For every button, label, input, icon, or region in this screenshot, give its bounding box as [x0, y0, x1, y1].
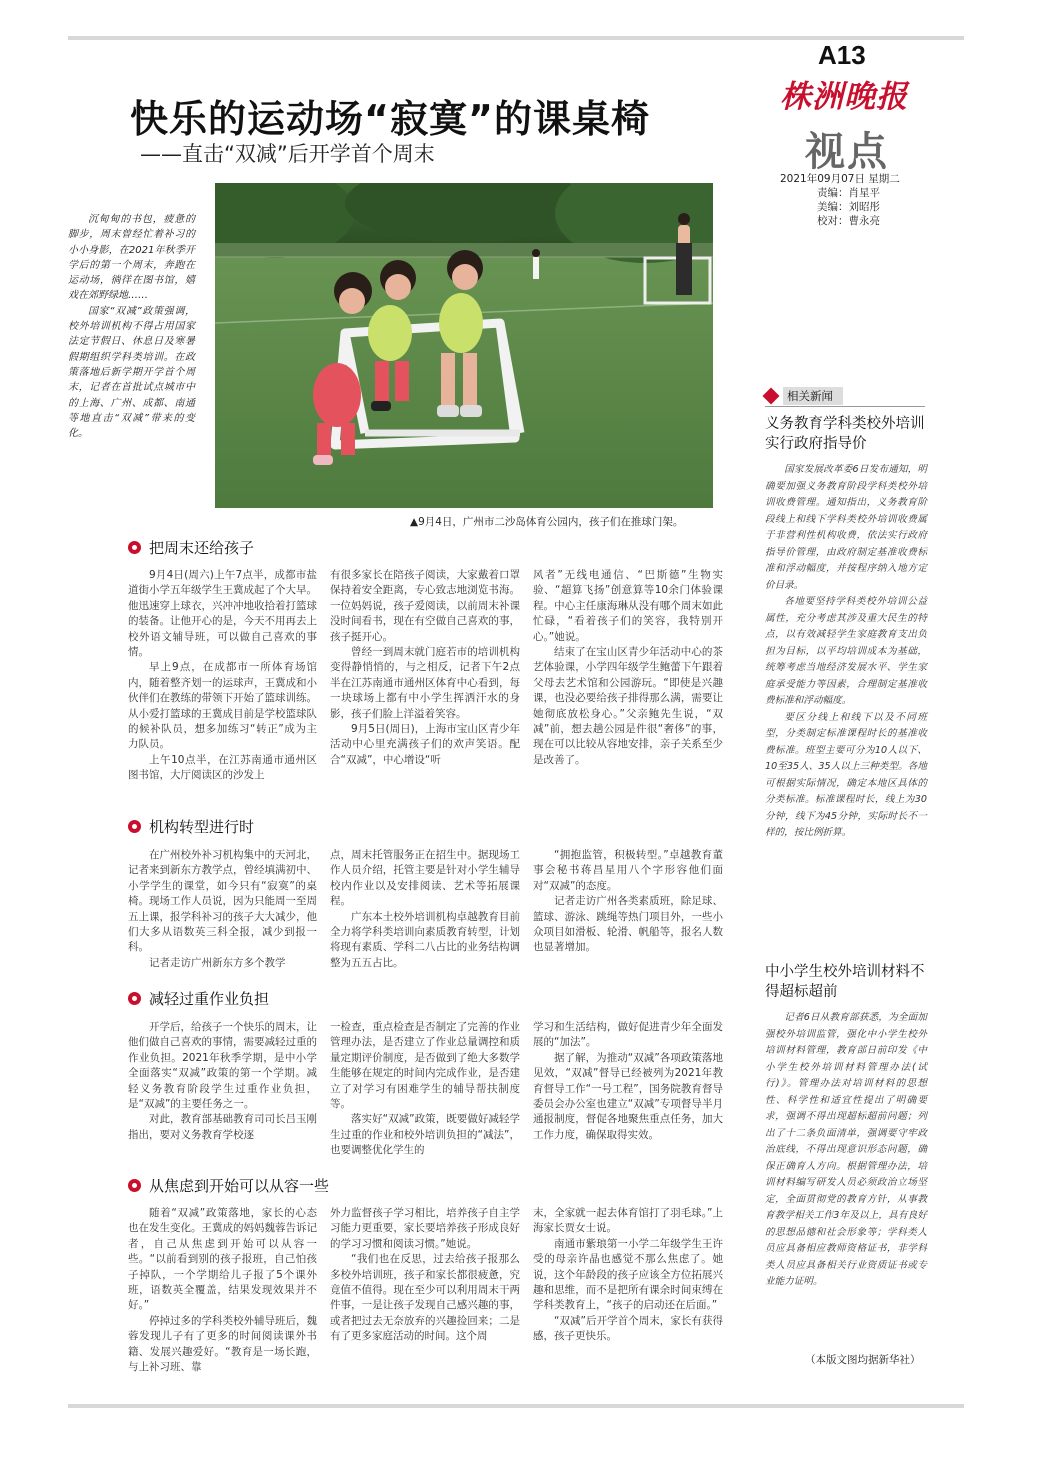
paragraph: 要区分线上和线下以及不同班型，分类制定标准课程时长的基准收费标准。班型主要可分为10人以下、10至35人、35人以上三种类型。各地可根据实际情况，确定本地区具体的分类标准。标准课程时长，线上为30分钟，线下为45分钟，实际时长不一样的，按比例折算。	[765, 711, 927, 838]
section-heading	[128, 816, 254, 836]
kids-pushing-goal-illustration	[215, 183, 713, 508]
diamond-icon	[763, 388, 780, 405]
masthead-logo: 株洲晚报	[780, 79, 908, 115]
paragraph: 结束了在宝山区青少年活动中心的茶艺体验课，小学四年级学生鲍蕾下午跟着父母去艺术馆和公园游玩。“即使是兴趣课，也没必要给孩子排得那么满，需要让她彻底放松身心。”父亲鲍先生说，“双减”前，想去趟公园是件很“奢侈”的事，现在可以比较从容地安排，亲子关系至少是改善了。	[533, 646, 723, 766]
bullet-icon	[128, 541, 141, 554]
paragraph: 风者”无线电通信、“巴斯德”生物实验、“超算飞扬”创意算等10余门体验课程。中心主任康海琳从没有哪个周末如此忙碌，“看着孩子们的笑容，我特别开心。”她说。	[533, 569, 723, 643]
section-title: 减轻过重作业负担	[149, 989, 270, 1008]
page-number: A13	[818, 40, 866, 70]
paragraph: 外力监督孩子学习相比，培养孩子自主学习能力更重要，家长要培养孩子形成良好的学习习惯和阅读习惯。”她说。	[330, 1207, 520, 1250]
section-name: 视点	[805, 128, 889, 175]
editor: 责编：肖星平	[817, 187, 880, 199]
paragraph: 在广州校外补习机构集中的天河北，记者来到新东方教学点，曾经填满初中、小学学生的课堂，如今只有“寂寞”的桌椅。现场工作人员说，因为只能周一至周五上课，报学科补习的孩子大大减少，他们大多从语数英三科全报，减少到报一科。	[128, 849, 317, 954]
text-column	[128, 1020, 317, 1143]
paragraph: 上午10点半，在江苏南通市通州区图书馆，大厅阅读区的沙发上	[128, 753, 317, 782]
text-column	[128, 1206, 317, 1375]
paragraph: 记者走访广州各类素质班，除足球、篮球、游泳、跳绳等热门项目外，一些小众项目如滑板、轮滑、帆船等，报名人数也显著增加。	[533, 895, 723, 954]
paragraph: 对此，教育部基础教育司司长吕玉刚指出，要对义务教育学校逐	[128, 1113, 317, 1141]
paragraph: 广东本土校外培训机构卓越教育目前全力将学科类培训向素质教育转型，计划将现有素质、学科二八占比的业务结构调整为五五占比。	[330, 910, 520, 969]
paragraph: 9月4日(周六)上午7点半，成都市盐道街小学五年级学生王冀成起了个大早。他迅速穿上球衣，兴冲冲地收拾着打篮球的装备。让他开心的是，今天不用再去上校外语文辅导班，可以做自己喜欢的事情。	[128, 569, 317, 659]
lede	[68, 212, 195, 441]
designer: 美编：刘昭彤	[817, 201, 880, 213]
paragraph: 落实好“双减”政策，既要做好减轻学生过重的作业和校外培训负担的“减法”，也要调整优化学生的	[330, 1113, 520, 1157]
paragraph: 开学后，给孩子一个快乐的周末，让他们做自己喜欢的事情，需要减轻过重的作业负担。2021年秋季学期，是中小学全面落实“双减”政策的第一个学期。减轻义务教育阶段学生过重作业负担，是“双减”的主要任务之一。	[128, 1021, 317, 1111]
photo-caption: ▲9月4日，广州市二沙岛体育公园内，孩子们在推球门架。	[410, 516, 684, 528]
photo-credit: （本版文图均据新华社）	[805, 1354, 921, 1366]
paragraph: 有很多家长在陪孩子阅读，大家戴着口罩保持着安全距离，专心致志地浏览书海。一位妈妈说，孩子爱阅读，以前周末补课没时间看书，现在有空做自己喜欢的事，孩子挺开心。	[330, 569, 520, 643]
text-column	[533, 1206, 723, 1345]
paragraph: 9月5日(周日)，上海市宝山区青少年活动中心里充满孩子们的欢声笑语。配合“双减”，中心增设“听	[330, 723, 520, 766]
paragraph: 记者6日从教育部获悉，为全面加强校外培训监管，强化中小学生校外培训材料管理，教育部日前印发《中小学生校外培训材料管理办法(试行)》。管理办法对培训材料的思想性、科学性和适宜性提出了明确要求，强调不得出现超标超前问题；列出了十二条负面清单，强调要守牢政治底线，不得出现意识形态问题，确保正确育人方向。根据管理办法，培训材料编写研发人员必须政治立场坚定，全面贯彻党的教育方针，从事教育教学相关工作3年及以上，具有良好的思想品德和社会形象等；学科类人员应具备相应教师资格证书，非学科类人员应具备相关行业资质证书或专业能力证明。	[765, 1012, 927, 1287]
paragraph: 学习和生活结构，做好促进青少年全面发展的“加法”。	[533, 1021, 723, 1049]
section-title: 把周末还给孩子	[149, 538, 255, 557]
related-news-label: 相关新闻	[783, 387, 843, 405]
subheadline: ——直击“双减”后开学首个周末	[140, 142, 435, 166]
section-heading	[128, 1175, 329, 1195]
headline: 快乐的运动场“寂寞”的课桌椅	[130, 97, 650, 141]
paragraph: 停掉过多的学科类校外辅导班后，魏蓉发现儿子有了更多的时间阅读课外书籍、发展兴趣爱好。“教育是一场长跑，与上补习班、靠	[128, 1314, 317, 1374]
sidebar-item-body	[765, 1010, 927, 1291]
paragraph: 早上9点，在成都市一所体育场馆内，随着整齐划一的运球声，王冀成和小伙伴们在教练的带领下开始了篮球训练。从小爱打篮球的王冀成目前是学校篮球队的候补队员，想多加练习“转正”成为主力队员。	[128, 661, 317, 751]
paragraph: 南通市紫琅第一小学二年级学生王许受的母亲许晶也感觉不那么焦虑了。她说，这个年龄段的孩子应该全方位拓展兴趣和思维，而不是把所有课余时间束缚在学科类教育上，“孩子的启动还在后面。”	[533, 1237, 723, 1312]
text-column	[128, 848, 317, 971]
section-heading	[128, 988, 269, 1008]
text-column	[330, 848, 520, 971]
issue-meta	[780, 172, 930, 228]
bullet-icon	[128, 820, 141, 833]
text-column	[330, 568, 520, 768]
bullet-icon	[128, 1179, 141, 1192]
paragraph: 曾经一到周末就门庭若市的培训机构变得静悄悄的，与之相反，记者下午2点半在江苏南通市通州区体育中心看到，每一块球场上都有中小学生挥洒汗水的身影，孩子们脸上洋溢着笑容。	[330, 646, 520, 720]
section-heading	[128, 537, 254, 557]
paragraph: 一检查，重点检查是否制定了完善的作业管理办法，是否建立了作业总量调控和质量定期评价制度，是否做到了绝大多数学生能够在规定的时间内完成作业，是否建立了对学习有困难学生的辅导帮扶制度等。	[330, 1021, 520, 1111]
section-title: 从焦虑到开始可以从容一些	[149, 1176, 330, 1195]
paragraph: “拥抱监管，积极转型。”卓越教育董事会秘书蒋昌星用八个字形容他们面对“双减”的态度。	[533, 849, 723, 892]
lede-paragraph: 沉甸甸的书包，疲惫的脚步，周末曾经忙着补习的小小身影，在2021年秋季开学后的第一个周末，奔跑在运动场，徜徉在图书馆，嬉戏在郊野绿地……	[68, 214, 195, 302]
news-photo	[215, 183, 713, 508]
paragraph: “双减”后开学首个周末，家长有获得感，孩子更快乐。	[533, 1314, 723, 1343]
sidebar-divider	[765, 406, 925, 407]
sidebar-item-title: 义务教育学科类校外培训实行政府指导价	[765, 416, 925, 452]
text-column	[330, 1020, 520, 1159]
text-column	[533, 848, 723, 956]
issue-date: 2021年09月07日 星期二	[780, 173, 900, 185]
bullet-icon	[128, 992, 141, 1005]
text-column	[128, 568, 317, 784]
paragraph: 末，全家就一起去体育馆打了羽毛球。”上海家长贾女士说。	[533, 1207, 723, 1235]
related-news-tag	[765, 387, 843, 405]
paragraph: 记者走访广州新东方多个教学	[149, 956, 286, 969]
section-title: 机构转型进行时	[149, 817, 255, 836]
paragraph: 随着“双减”政策落地，家长的心态也在发生变化。王冀成的妈妈魏蓉告诉记者，自己从焦虑到开始可以从容一些。“以前看到别的孩子报班，自己怕孩子掉队，一个学期给儿子报了5个课外班，语数英全覆盖，结果发现效果并不好。”	[128, 1207, 317, 1312]
paragraph: 据了解，为推动“双减”各项政策落地见效，“双减”督导已经被列为2021年教育督导工作“一号工程”，国务院教育督导委员会办公室也建立“双减”专项督导半月通报制度，督促各地聚焦重点任务，加大工作力度，确保取得实效。	[533, 1051, 723, 1141]
text-column	[533, 568, 723, 768]
paragraph: 各地要坚持学科类校外培训公益属性，充分考虑其涉及重大民生的特点，以有效减轻学生家庭教育支出负担为目标，以平均培训成本为基础，统筹考虑当地经济发展水平、学生家庭承受能力等因素，合理制定基准收费标准和浮动幅度。	[765, 596, 927, 706]
paragraph: 点，周末托管服务正在招生中。据现场工作人员介绍，托管主要是针对小学生辅导校内作业以及安排阅读、艺术等拓展课程。	[330, 849, 520, 908]
text-column	[533, 1020, 723, 1143]
sidebar-item-body	[765, 462, 927, 842]
sidebar-item-title: 中小学生校外培训材料不得超标超前	[765, 964, 925, 1000]
paragraph: 国家发展改革委6日发布通知，明确要加强义务教育阶段学科类校外培训收费管理。通知指出，义务教育阶段线上和线下学科类校外培训收费属于非营利性机构收费，依法实行政府指导价管理，由政府制定基准收费标准和浮动幅度，并按程序纳入地方定价目录。	[765, 464, 927, 591]
proofreader: 校对：曹永亮	[817, 215, 880, 227]
lede-paragraph: 国家“双减”政策强调，校外培训机构不得占用国家法定节假日、休息日及寒暑假期组织学科类培训。在政策落地后新学期开学首个周末，记者在首批试点城市中的上海、广州、成都、南通等地直击“双减”带来的变化。	[68, 305, 195, 440]
bottom-rule	[68, 1404, 964, 1408]
text-column	[330, 1206, 520, 1345]
paragraph: “我们也在反思，过去给孩子报那么多校外培训班，孩子和家长都很疲惫，究竟值不值得。现在至少可以利用周末干两件事，一是让孩子发现自己感兴趣的事，或者把过去无奈放弃的兴趣捡回来；二是有了更多家庭活动的时间。这个周	[330, 1253, 520, 1343]
